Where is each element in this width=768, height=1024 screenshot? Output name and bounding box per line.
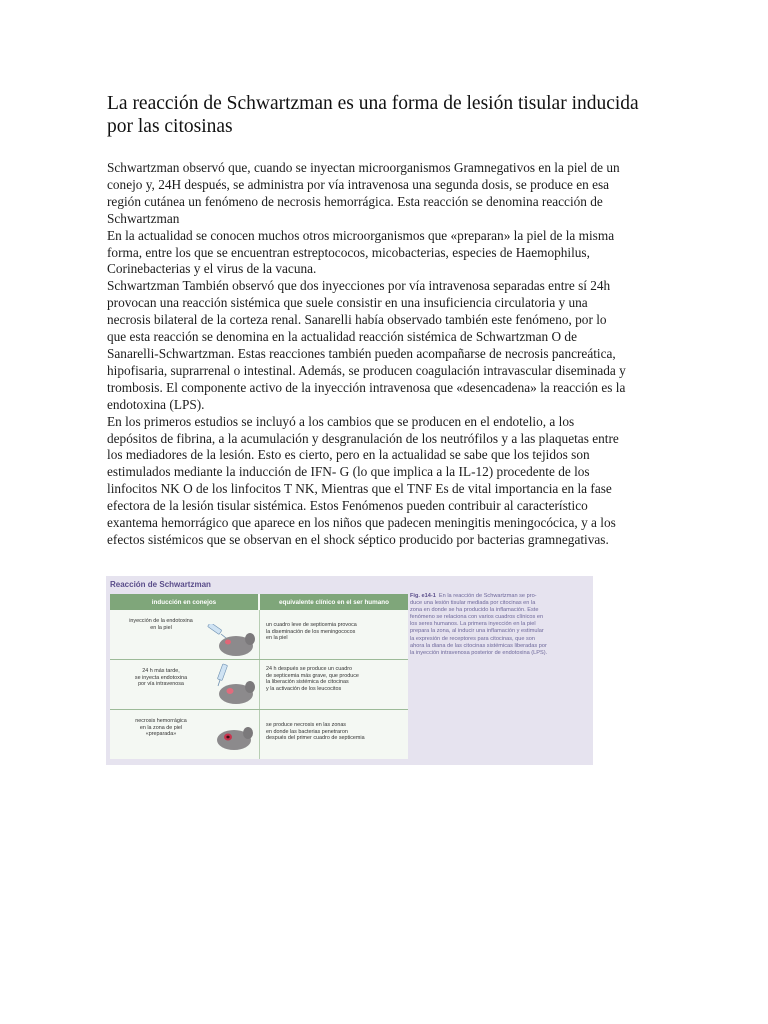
body-line: que esta reacción se denomina en la actualidad reacción sistémica de Schwartzman O de: [107, 329, 577, 345]
body-line: efectos sistémicos que se observan en el shock séptico producido por bacterias gramnegativas.: [107, 531, 609, 547]
body-line: En la actualidad se conocen muchos otros microorganismos que «preparan» la piel de la misma: [107, 227, 615, 243]
row2-left-line: 24 h más tarde,: [142, 668, 180, 674]
caption-line: En la reacción de Schwartzman se pro-: [438, 593, 537, 599]
row2-left-line: se inyecta endotoxina: [134, 674, 188, 681]
title-line-1: La reacción de Schwartzman es una forma de lesión tisular inducida: [107, 93, 639, 114]
rabbit-illustration: [200, 624, 258, 658]
body-line: depósitos de fibrina, a la acumulación y desgranulación de los neutrófilos y a las plaquetas entre: [107, 430, 619, 446]
row1-right-line: la diseminación de los meningococos: [266, 628, 356, 635]
rabbit-illustration: [206, 662, 260, 708]
caption-line: la expresión de receptores para citocinas, que son: [410, 635, 536, 642]
row3-induction-text: [116, 718, 206, 738]
row3-right-line: después del primer cuadro de septicemia: [266, 735, 365, 742]
row1-induction-text: [116, 618, 206, 631]
table-header-clinical: equivalente clínico en el ser humano: [260, 594, 408, 610]
body-line: región cutánea un fenómeno de necrosis hemorrágica. Esta reacción se denomina reacción de: [107, 193, 603, 209]
body-line: forma, entre los que se encuentran estreptococos, micobacterias, especies de Haemophilus,: [107, 244, 590, 260]
body-line: exantema hemorrágico que aparece en los niños que padecen meningitis meningocócica, y a los: [107, 515, 616, 531]
body-line: trombosis. El componente activo de la inyección intravenosa que «desencadena» la reacción es la: [107, 379, 626, 395]
row1-clinical-text: [266, 622, 404, 642]
body-line: provocan una reacción sistémica que suele consistir en una insuficiencia circulatoria y una: [107, 295, 588, 311]
caption-line: fenómeno se relaciona con varios cuadros clínicos en: [410, 614, 544, 621]
row1-left-line: inyección de la endotoxina: [129, 618, 193, 624]
row2-right-line: 24 h después se produce un cuadro: [266, 666, 353, 672]
figure-table: [110, 594, 408, 759]
caption-first-line: [410, 593, 588, 600]
table-header-induction: inducción en conejos: [110, 594, 258, 610]
row2-right-line: y la activación de los leucocitos: [266, 686, 342, 693]
row-divider: [110, 709, 408, 710]
body-line: Sanarelli-Schwartzman. Estas reacciones también pueden acompañarse de necrosis pancreática,: [107, 345, 616, 361]
row1-right-line: en la piel: [266, 635, 288, 642]
row2-induction-text: [116, 668, 206, 688]
body-line: hipofisaria, suprarrenal o intestinal. Además, se producen coagulación intravascular diseminada y: [107, 362, 626, 378]
syringe-icon: [217, 664, 227, 686]
body-line: Schwartzman También observó que dos inyecciones por vía intravenosa separadas entre sí 24h: [107, 278, 611, 294]
title-line-2: por las citosinas: [107, 116, 233, 137]
body-line: linfocitos NK O de los linfocitos T NK, Mientras que el TNF Es de vital importancia en la fase: [107, 481, 612, 497]
row-divider: [110, 659, 408, 660]
caption-line: la inyección intravenosa posterior de endotoxina (LPS).: [410, 649, 548, 656]
page-title: [107, 92, 667, 138]
caption-line: prepara la zona, al inducir una inflamación y estimular: [410, 628, 544, 635]
caption-line: zona en donde se ha producido la inflamación. Este: [410, 607, 539, 614]
syringe-icon: [208, 624, 226, 638]
row3-clinical-text: [266, 722, 404, 742]
row3-left-line: necrosis hemorrágica: [135, 718, 187, 724]
row1-left-line: en la piel: [150, 624, 172, 631]
row3-left-line: «preparada»: [145, 731, 177, 738]
row1-right-line: un cuadro leve de septicemia provoca: [266, 622, 357, 628]
caption-line: los seres humanos. La primera inyección en la piel: [410, 621, 536, 628]
caption-line: ahora la diana de las citocinas sistémicas liberadas por: [410, 642, 547, 649]
row2-clinical-text: [266, 666, 404, 693]
row2-left-line: por vía intravenosa: [138, 681, 184, 688]
body-line: Schwartzman: [107, 210, 180, 226]
body-line: En los primeros estudios se incluyó a los cambios que se producen en el endotelio, a los: [107, 413, 575, 429]
row3-right-line: en donde las bacterias penetraron: [266, 728, 348, 735]
caption-label: Fig. e14-1: [410, 593, 436, 599]
figure-caption: [410, 593, 588, 657]
body-line: estimulados mediante la inducción de IFN- G (lo que implica a la IL-12) procedente de los: [107, 464, 590, 480]
body-line: conejo y, 24H después, se administra por vía intravenosa una segunda dosis, se produce en esa: [107, 176, 610, 192]
body-line: necrosis bilateral de la corteza renal. Sanarelli había observado también este fenómeno, por lo: [107, 312, 607, 328]
body-line: endotoxina (LPS).: [107, 396, 205, 412]
rabbit-illustration: [210, 722, 258, 754]
row2-right-line: de septicemia más grave, que produce: [266, 672, 359, 679]
row3-left-line: en la zona de piel: [139, 724, 183, 731]
body-line: los mediadores de la lesión. Esto es cierto, pero en la actualidad se sabe que los tejidos son: [107, 447, 590, 463]
body-text: [107, 160, 663, 549]
figure-title: Reacción de Schwartzman: [110, 580, 211, 589]
body-line: Corinebacterias y el virus de la vacuna.: [107, 261, 317, 277]
schwartzman-figure: [106, 576, 593, 765]
row2-right-line: la liberación sistémica de citocinas: [266, 679, 349, 686]
row3-right-line: se produce necrosis en las zonas: [266, 722, 347, 728]
caption-line: duce una lesión tisular mediada por citocinas en la: [410, 600, 536, 607]
body-line: efectora de la lesión tisular sistémica. Estos Fenómenos pueden contribuir al característico: [107, 498, 588, 514]
body-line: Schwartzman observó que, cuando se inyectan microorganismos Gramnegativos en la piel de un: [107, 160, 620, 175]
